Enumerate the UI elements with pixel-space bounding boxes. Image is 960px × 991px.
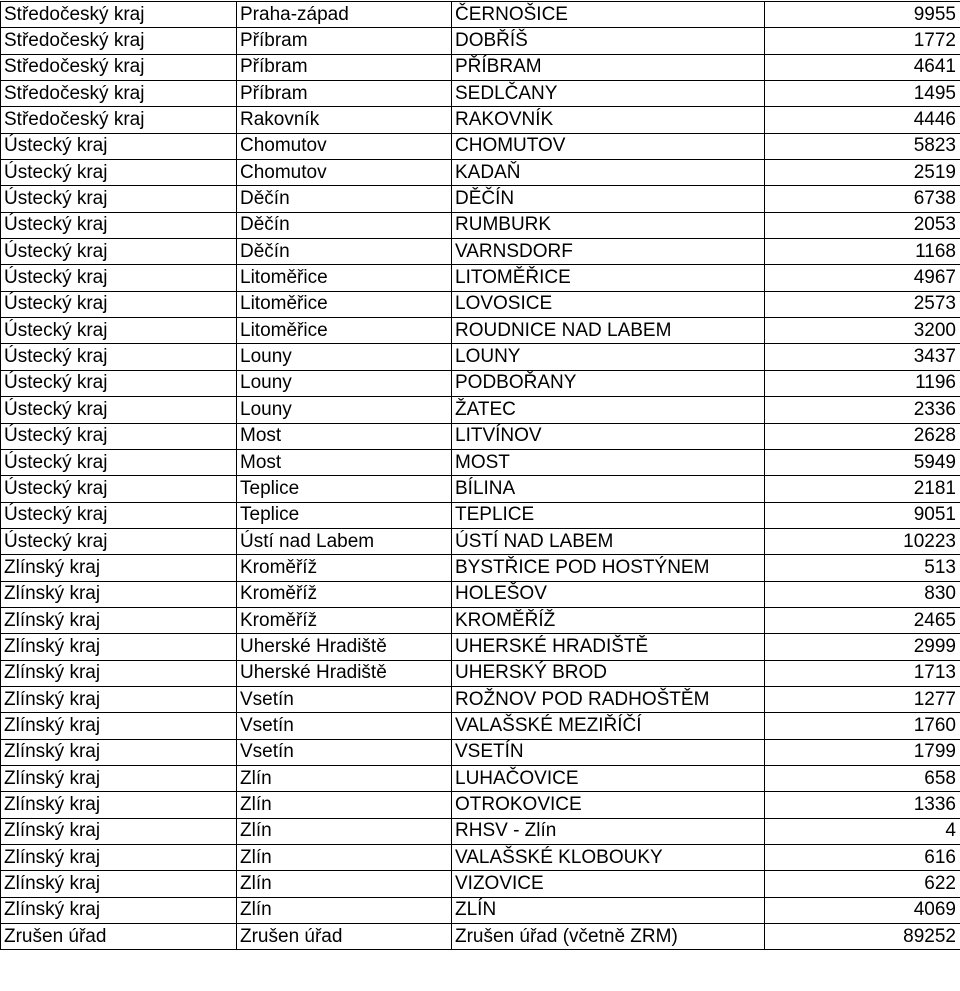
- count-cell: 1277: [765, 686, 960, 712]
- office-cell: OTROKOVICE: [452, 792, 765, 818]
- office-cell: ROUDNICE NAD LABEM: [452, 318, 765, 344]
- district-cell: Teplice: [237, 476, 452, 502]
- region-cell: Ústecký kraj: [1, 370, 237, 396]
- district-cell: Děčín: [237, 239, 452, 265]
- office-cell: MOST: [452, 449, 765, 475]
- table-row: [1, 634, 960, 660]
- office-cell: PŘÍBRAM: [452, 54, 765, 80]
- district-cell: Teplice: [237, 502, 452, 528]
- district-cell: Litoměřice: [237, 265, 452, 291]
- district-cell: Louny: [237, 397, 452, 423]
- table-row: [1, 686, 960, 712]
- office-cell: VALAŠSKÉ KLOBOUKY: [452, 845, 765, 871]
- district-cell: Zlín: [237, 871, 452, 897]
- office-cell: UHERSKÝ BROD: [452, 660, 765, 686]
- region-cell: Ústecký kraj: [1, 397, 237, 423]
- region-cell: Ústecký kraj: [1, 265, 237, 291]
- region-cell: Středočeský kraj: [1, 2, 237, 28]
- region-cell: Zlínský kraj: [1, 897, 237, 923]
- table-row: [1, 423, 960, 449]
- district-cell: Zlín: [237, 845, 452, 871]
- district-cell: Uherské Hradiště: [237, 634, 452, 660]
- table-row: [1, 186, 960, 212]
- district-cell: Praha-západ: [237, 2, 452, 28]
- district-cell: Litoměřice: [237, 291, 452, 317]
- count-cell: 2628: [765, 423, 960, 449]
- office-cell: Zrušen úřad (včetně ZRM): [452, 924, 765, 950]
- district-cell: Příbram: [237, 54, 452, 80]
- table-row: [1, 871, 960, 897]
- table-row: [1, 28, 960, 54]
- region-cell: Zlínský kraj: [1, 765, 237, 791]
- table-row: [1, 370, 960, 396]
- count-cell: 1713: [765, 660, 960, 686]
- count-cell: 4069: [765, 897, 960, 923]
- count-cell: 3437: [765, 344, 960, 370]
- region-cell: Středočeský kraj: [1, 107, 237, 133]
- region-cell: Zlínský kraj: [1, 818, 237, 844]
- count-cell: 1772: [765, 28, 960, 54]
- region-cell: Zlínský kraj: [1, 713, 237, 739]
- district-cell: Vsetín: [237, 713, 452, 739]
- district-cell: Kroměříž: [237, 607, 452, 633]
- district-cell: Zlín: [237, 818, 452, 844]
- office-cell: PODBOŘANY: [452, 370, 765, 396]
- table-row: [1, 502, 960, 528]
- table-row: [1, 581, 960, 607]
- office-cell: TEPLICE: [452, 502, 765, 528]
- office-cell: BYSTŘICE POD HOSTÝNEM: [452, 555, 765, 581]
- count-cell: 10223: [765, 528, 960, 554]
- count-cell: 616: [765, 845, 960, 871]
- data-table: [0, 1, 960, 950]
- table-row: [1, 54, 960, 80]
- count-cell: 2573: [765, 291, 960, 317]
- table-row: [1, 476, 960, 502]
- count-cell: 2465: [765, 607, 960, 633]
- count-cell: 1168: [765, 239, 960, 265]
- count-cell: 5949: [765, 449, 960, 475]
- count-cell: 658: [765, 765, 960, 791]
- district-cell: Ústí nad Labem: [237, 528, 452, 554]
- region-cell: Zlínský kraj: [1, 660, 237, 686]
- region-cell: Ústecký kraj: [1, 344, 237, 370]
- office-cell: UHERSKÉ HRADIŠTĚ: [452, 634, 765, 660]
- table-row: [1, 344, 960, 370]
- district-cell: Příbram: [237, 28, 452, 54]
- count-cell: 4641: [765, 54, 960, 80]
- district-cell: Most: [237, 449, 452, 475]
- count-cell: 1196: [765, 370, 960, 396]
- count-cell: 4: [765, 818, 960, 844]
- office-cell: DOBŘÍŠ: [452, 28, 765, 54]
- count-cell: 1760: [765, 713, 960, 739]
- count-cell: 5823: [765, 133, 960, 159]
- office-cell: VIZOVICE: [452, 871, 765, 897]
- region-cell: Ústecký kraj: [1, 186, 237, 212]
- district-cell: Litoměřice: [237, 318, 452, 344]
- region-cell: Zlínský kraj: [1, 739, 237, 765]
- table-row: [1, 212, 960, 238]
- table-row: [1, 265, 960, 291]
- office-cell: ZLÍN: [452, 897, 765, 923]
- district-cell: Uherské Hradiště: [237, 660, 452, 686]
- office-cell: LUHAČOVICE: [452, 765, 765, 791]
- table-row: [1, 528, 960, 554]
- office-cell: ÚSTÍ NAD LABEM: [452, 528, 765, 554]
- office-cell: LOUNY: [452, 344, 765, 370]
- district-cell: Kroměříž: [237, 555, 452, 581]
- count-cell: 2336: [765, 397, 960, 423]
- district-cell: Zlín: [237, 897, 452, 923]
- table-row: [1, 449, 960, 475]
- region-cell: Ústecký kraj: [1, 449, 237, 475]
- region-cell: Středočeský kraj: [1, 81, 237, 107]
- count-cell: 2999: [765, 634, 960, 660]
- office-cell: BÍLINA: [452, 476, 765, 502]
- district-cell: Chomutov: [237, 160, 452, 186]
- count-cell: 2181: [765, 476, 960, 502]
- district-cell: Zrušen úřad: [237, 924, 452, 950]
- table-body: [1, 2, 960, 950]
- table-row: [1, 291, 960, 317]
- table-row: [1, 555, 960, 581]
- region-cell: Zlínský kraj: [1, 845, 237, 871]
- table-row: [1, 660, 960, 686]
- table-row: [1, 897, 960, 923]
- district-cell: Louny: [237, 370, 452, 396]
- office-cell: ŽATEC: [452, 397, 765, 423]
- region-cell: Zlínský kraj: [1, 871, 237, 897]
- table-row: [1, 739, 960, 765]
- table-row: [1, 318, 960, 344]
- count-cell: 1799: [765, 739, 960, 765]
- count-cell: 622: [765, 871, 960, 897]
- count-cell: 1336: [765, 792, 960, 818]
- count-cell: 2053: [765, 212, 960, 238]
- count-cell: 4967: [765, 265, 960, 291]
- office-cell: RUMBURK: [452, 212, 765, 238]
- count-cell: 9955: [765, 2, 960, 28]
- table-row: [1, 160, 960, 186]
- region-cell: Zlínský kraj: [1, 792, 237, 818]
- count-cell: 3200: [765, 318, 960, 344]
- table-row: [1, 845, 960, 871]
- count-cell: 830: [765, 581, 960, 607]
- count-cell: 1495: [765, 81, 960, 107]
- region-cell: Ústecký kraj: [1, 133, 237, 159]
- table-row: [1, 818, 960, 844]
- region-cell: Ústecký kraj: [1, 212, 237, 238]
- region-cell: Ústecký kraj: [1, 291, 237, 317]
- region-cell: Zlínský kraj: [1, 686, 237, 712]
- region-cell: Ústecký kraj: [1, 423, 237, 449]
- district-cell: Zlín: [237, 792, 452, 818]
- region-cell: Ústecký kraj: [1, 476, 237, 502]
- office-cell: SEDLČANY: [452, 81, 765, 107]
- region-cell: Ústecký kraj: [1, 160, 237, 186]
- office-cell: LITOMĚŘICE: [452, 265, 765, 291]
- count-cell: 2519: [765, 160, 960, 186]
- region-cell: Zlínský kraj: [1, 634, 237, 660]
- table-row: [1, 765, 960, 791]
- office-cell: ČERNOŠICE: [452, 2, 765, 28]
- district-cell: Most: [237, 423, 452, 449]
- count-cell: 89252: [765, 924, 960, 950]
- district-cell: Rakovník: [237, 107, 452, 133]
- table-row: [1, 239, 960, 265]
- office-cell: ROŽNOV POD RADHOŠTĚM: [452, 686, 765, 712]
- region-cell: Zlínský kraj: [1, 581, 237, 607]
- table-row: [1, 2, 960, 28]
- office-cell: KROMĚŘÍŽ: [452, 607, 765, 633]
- region-cell: Ústecký kraj: [1, 502, 237, 528]
- district-cell: Děčín: [237, 212, 452, 238]
- district-cell: Kroměříž: [237, 581, 452, 607]
- office-cell: RHSV - Zlín: [452, 818, 765, 844]
- table-row: [1, 713, 960, 739]
- office-cell: VSETÍN: [452, 739, 765, 765]
- region-cell: Středočeský kraj: [1, 54, 237, 80]
- office-cell: KADAŇ: [452, 160, 765, 186]
- table-row: [1, 792, 960, 818]
- region-cell: Zlínský kraj: [1, 555, 237, 581]
- table-row: [1, 133, 960, 159]
- district-cell: Příbram: [237, 81, 452, 107]
- table-row: [1, 607, 960, 633]
- region-cell: Středočeský kraj: [1, 28, 237, 54]
- office-cell: HOLEŠOV: [452, 581, 765, 607]
- region-cell: Ústecký kraj: [1, 318, 237, 344]
- region-cell: Ústecký kraj: [1, 528, 237, 554]
- count-cell: 4446: [765, 107, 960, 133]
- count-cell: 9051: [765, 502, 960, 528]
- office-cell: LITVÍNOV: [452, 423, 765, 449]
- office-cell: DĚČÍN: [452, 186, 765, 212]
- region-cell: Ústecký kraj: [1, 239, 237, 265]
- district-cell: Chomutov: [237, 133, 452, 159]
- district-cell: Vsetín: [237, 686, 452, 712]
- district-cell: Děčín: [237, 186, 452, 212]
- count-cell: 513: [765, 555, 960, 581]
- table-row: [1, 107, 960, 133]
- district-cell: Zlín: [237, 765, 452, 791]
- table-row: [1, 924, 960, 950]
- office-cell: CHOMUTOV: [452, 133, 765, 159]
- region-cell: Zrušen úřad: [1, 924, 237, 950]
- region-cell: Zlínský kraj: [1, 607, 237, 633]
- table-row: [1, 81, 960, 107]
- district-cell: Louny: [237, 344, 452, 370]
- office-cell: VALAŠSKÉ MEZIŘÍČÍ: [452, 713, 765, 739]
- table-row: [1, 397, 960, 423]
- office-cell: LOVOSICE: [452, 291, 765, 317]
- district-cell: Vsetín: [237, 739, 452, 765]
- office-cell: VARNSDORF: [452, 239, 765, 265]
- office-cell: RAKOVNÍK: [452, 107, 765, 133]
- count-cell: 6738: [765, 186, 960, 212]
